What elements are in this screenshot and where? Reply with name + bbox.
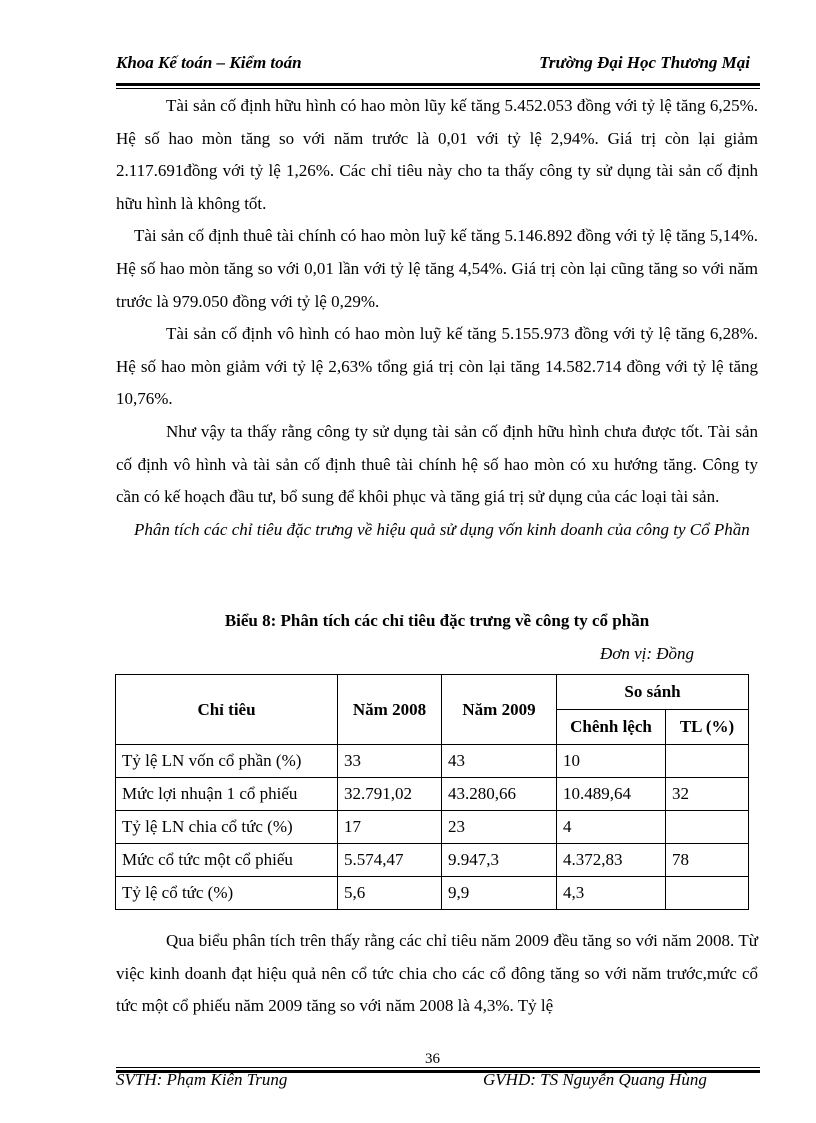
header-indicator: Chỉ tiêu: [116, 675, 338, 745]
table-unit: Đơn vị: Đồng: [600, 644, 695, 663]
cell-2009: 9.947,3: [442, 844, 557, 877]
page-header: [116, 53, 756, 79]
header-faculty: Khoa Kế toán – Kiểm toán: [116, 53, 302, 72]
cell-difference: 4,3: [557, 877, 666, 910]
section-heading: Phân tích các chỉ tiêu đặc trưng về hiệu quả sử dụng vốn kinh doanh của công ty Cổ Phần: [134, 519, 750, 539]
analysis-text: [116, 925, 758, 1023]
cell-2009: 23: [442, 811, 557, 844]
cell-2008: 33: [338, 745, 442, 778]
header-compare: So sánh: [557, 675, 749, 710]
paragraph-intangible-assets: Tài sản cố định vô hình có hao mòn luỹ kế tăng 5.155.973 đồng với tỷ lệ tăng 6,28%. Hệ số hao mòn giảm với tỷ lệ 2,63% tổng giá trị còn lại tăng 14.582.714 đồng với tỷ lệ tăng 10,76%.: [116, 324, 758, 409]
body-text: [116, 90, 758, 546]
indicator-table: [115, 674, 749, 910]
row-label: Tỷ lệ LN chia cổ tức (%): [116, 811, 338, 844]
cell-difference: 10: [557, 745, 666, 778]
cell-difference: 10.489,64: [557, 778, 666, 811]
cell-2008: 5.574,47: [338, 844, 442, 877]
paragraph-conclusion: Như vậy ta thấy rằng công ty sử dụng tài sản cố định hữu hình chưa được tốt. Tài sản cố định vô hình và tài sản cố định thuê tài chính hệ số hao mòn có xu hướng tăng. Công ty cần có kế hoạch đầu tư, bổ sung để khôi phục và tăng giá trị sử dụng của các loại tài sản.: [116, 421, 758, 507]
cell-difference: 4: [557, 811, 666, 844]
table-row: [116, 877, 749, 910]
row-label: Mức lợi nhuận 1 cổ phiếu: [116, 778, 338, 811]
cell-ratio: [666, 745, 749, 778]
cell-difference: 4.372,83: [557, 844, 666, 877]
paragraph-tangible-assets: Tài sản cố định hữu hình có hao mòn lũy kế tăng 5.452.053 đồng với tỷ lệ tăng 6,25%. Hệ số hao mòn tăng so với năm trước là 0,01 với tỷ lệ 2,94%. Giá trị còn lại giảm 2.117.691đồng với tỷ lệ 1,26%. Các chỉ tiêu này cho ta thấy công ty sử dụng tài sản cố định hữu hình là không tốt.: [116, 96, 758, 213]
cell-2008: 32.791,02: [338, 778, 442, 811]
table-row: [116, 811, 749, 844]
cell-ratio: [666, 877, 749, 910]
header-ratio: TL (%): [666, 710, 749, 745]
footer-student: SVTH: Phạm Kiên Trung: [116, 1070, 288, 1089]
table-header-row: [116, 675, 749, 710]
paragraph-leased-assets: Tài sản cố định thuê tài chính có hao mòn luỹ kế tăng 5.146.892 đồng với tỷ lệ tăng 5,14%. Hệ số hao mòn tăng so với 0,01 lần với tỷ lệ tăng 4,54%. Giá trị còn lại cũng tăng so với năm trước là 979.050 đồng với tỷ lệ 0,29%.: [116, 226, 758, 311]
row-label: Tỷ lệ cổ tức (%): [116, 877, 338, 910]
cell-ratio: 32: [666, 778, 749, 811]
cell-2009: 43: [442, 745, 557, 778]
header-difference: Chênh lệch: [557, 710, 666, 745]
cell-2009: 9,9: [442, 877, 557, 910]
paragraph-analysis: Qua biểu phân tích trên thấy rằng các chỉ tiêu năm 2009 đều tăng so với năm 2008. Từ việc kinh doanh đạt hiệu quả nên cổ tức chia cho các cổ đông tăng so với năm trước,mức cổ tức một cổ phiếu năm 2009 tăng so với năm 2008 là 4,3%. Tỷ lệ: [116, 931, 758, 1016]
cell-2008: 17: [338, 811, 442, 844]
cell-2008: 5,6: [338, 877, 442, 910]
header-university: Trường Đại Học Thương Mại: [539, 53, 750, 72]
row-label: Tỷ lệ LN vốn cổ phần (%): [116, 745, 338, 778]
table-row: [116, 844, 749, 877]
cell-ratio: 78: [666, 844, 749, 877]
page-number: 36: [425, 1051, 440, 1067]
table-title: Biểu 8: Phân tích các chỉ tiêu đặc trưng về công ty cổ phần: [224, 611, 650, 630]
cell-ratio: [666, 811, 749, 844]
header-year-2009: Năm 2009: [442, 675, 557, 745]
header-divider: [116, 83, 760, 89]
row-label: Mức cổ tức một cổ phiếu: [116, 844, 338, 877]
footer-supervisor: GVHD: TS Nguyễn Quang Hùng: [483, 1070, 707, 1089]
table-row: [116, 745, 749, 778]
cell-2009: 43.280,66: [442, 778, 557, 811]
header-year-2008: Năm 2008: [338, 675, 442, 745]
table-row: [116, 778, 749, 811]
